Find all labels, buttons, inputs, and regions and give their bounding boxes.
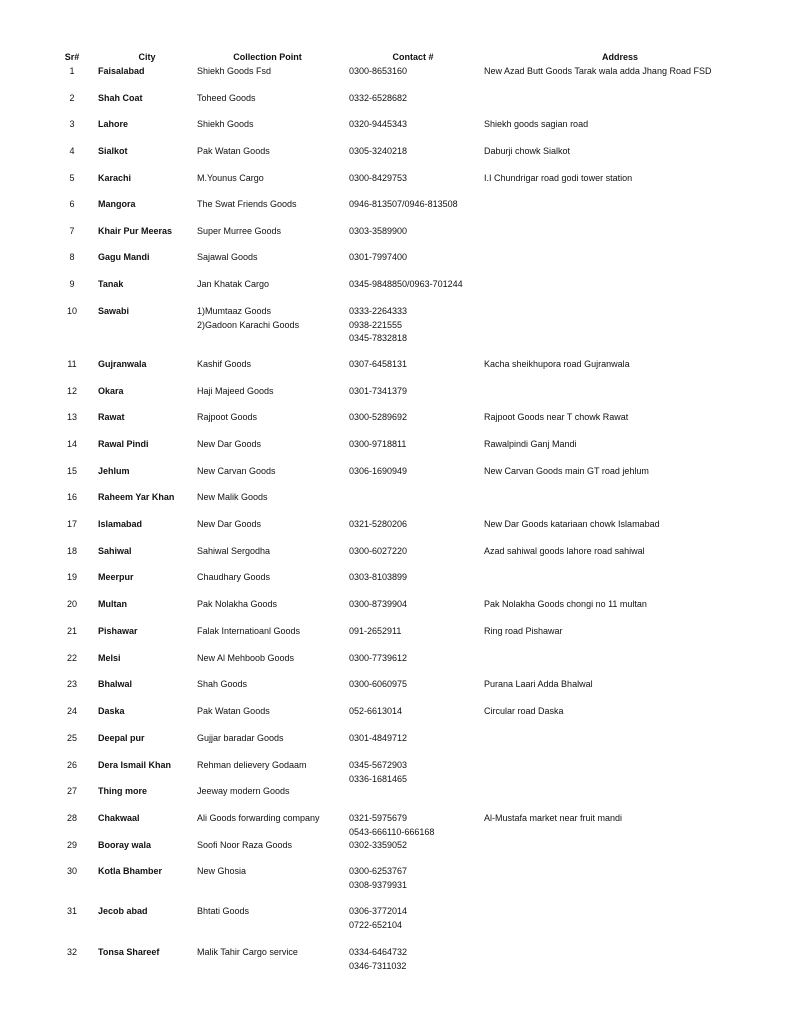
cell-city: Gujranwala [98,359,147,369]
cell-contact [349,518,479,532]
cell-collection-point [197,65,342,79]
cell-contact-line: 0300-8653160 [349,66,408,76]
cell-sr: 6 [69,199,75,209]
cell-address: Daburji chowk Sialkot [484,146,571,156]
cell-contact-line: 0300-6027220 [349,546,408,556]
header-contact: Contact # [392,52,434,62]
cell-contact [349,946,479,973]
cell-contact [349,705,479,719]
cell-city: Sawabi [98,306,130,316]
cell-city: Daska [98,706,125,716]
cell-city: Gagu Mandi [98,252,150,262]
cell-collection-point-line: 2)Gadoon Karachi Goods [197,319,300,330]
cell-contact-line: 0300-8739904 [349,599,408,609]
cell-city: Chakwaal [98,813,140,823]
cell-address: Azad sahiwal goods lahore road sahiwal [484,546,645,556]
cell-contact-line: 0333-2264333 [349,306,408,316]
cell-collection-point [197,625,342,639]
cell-sr: 26 [66,760,77,770]
cell-collection-point-line: Pak Watan Goods [197,706,270,716]
cell-collection-point-line: Shiekh Goods Fsd [197,66,272,76]
cell-contact [349,65,479,79]
cell-contact-line: 0307-6458131 [349,359,408,369]
cell-collection-point [197,465,342,479]
cell-city: Kotla Bhamber [98,866,163,876]
cell-collection-point [197,92,342,106]
cell-collection-point [197,946,342,960]
cell-contact-line: 0301-7341379 [349,386,408,396]
cell-city: Multan [98,599,127,609]
cell-contact-line: 0332-6528682 [349,93,408,103]
cell-collection-point [197,358,342,372]
cell-city: Tonsa Shareef [98,947,160,957]
cell-collection-point-line: Shiekh Goods [197,119,254,129]
cell-collection-point [197,759,342,773]
cell-city: Lahore [98,119,129,129]
cell-sr: 4 [69,146,75,156]
cell-city: Thing more [98,786,147,796]
cell-collection-point [197,225,342,239]
cell-sr: 25 [66,733,77,743]
cell-city: Sahiwal [98,546,132,556]
cell-collection-point-line: Soofi Noor Raza Goods [197,840,293,850]
cell-city: Islamabad [98,519,143,529]
cell-city: Meerpur [98,572,134,582]
cell-contact-line: 0346-7311032 [349,960,407,971]
cell-collection-point-line: Pak Nolakha Goods [197,599,278,609]
cell-contact [349,732,479,746]
cell-collection-point [197,839,342,853]
cell-collection-point-line: Haji Majeed Goods [197,386,274,396]
cell-collection-point-line: New Dar Goods [197,519,262,529]
cell-contact-line: 0301-4849712 [349,733,408,743]
cell-address: Shiekh goods sagian road [484,119,589,129]
cell-contact [349,251,479,265]
cell-contact-line: 0300-6060975 [349,679,408,689]
cell-contact [349,678,479,692]
cell-collection-point-line: Ali Goods forwarding company [197,813,320,823]
cell-collection-point [197,491,342,505]
cell-city: Dera Ismail Khan [98,760,172,770]
header-city: City [138,52,156,62]
cell-sr: 18 [66,546,77,556]
cell-city: Sialkot [98,146,128,156]
header-address: Address [601,52,638,62]
cell-contact-line: 0301-7997400 [349,252,408,262]
cell-contact [349,759,479,786]
cell-collection-point [197,438,342,452]
cell-collection-point [197,598,342,612]
cell-contact [349,145,479,159]
cell-collection-point-line: Gujjar baradar Goods [197,733,284,743]
cell-collection-point-line: Sahiwal Sergodha [197,546,271,556]
cell-contact-line: 0302-3359052 [349,840,408,850]
cell-sr: 31 [66,906,77,916]
cell-contact-line: 0336-1681465 [349,773,408,784]
cell-city: Rawal Pindi [98,439,149,449]
cell-collection-point [197,118,342,132]
cell-sr: 3 [69,119,75,129]
cell-city: Bhalwal [98,679,133,689]
cell-contact [349,812,479,839]
cell-address: Rajpoot Goods near T chowk Rawat [484,412,629,422]
cell-address: Al-Mustafa market near fruit mandi [484,813,623,823]
cell-contact [349,225,479,239]
cell-contact [349,839,479,853]
cell-sr: 27 [66,786,77,796]
cell-contact-line: 0321-5975679 [349,813,408,823]
cell-city: Melsi [98,653,121,663]
cell-contact-line: 0946-813507/0946-813508 [349,199,458,209]
cell-collection-point-line: Shah Goods [197,679,248,689]
cell-city: Karachi [98,173,132,183]
cell-contact-line: 091-2652911 [349,626,402,636]
cell-sr: 13 [66,412,77,422]
cell-collection-point-line: New Ghosia [197,866,247,876]
cell-collection-point [197,732,342,746]
cell-contact [349,278,479,292]
cell-collection-point [197,545,342,559]
cell-contact-line: 0321-5280206 [349,519,408,529]
cell-contact [349,652,479,666]
cell-collection-point-line: Jan Khatak Cargo [197,279,270,289]
cell-sr: 15 [66,466,77,476]
cell-contact-line: 0300-6253767 [349,866,408,876]
cell-collection-point-line: New Al Mehboob Goods [197,653,295,663]
cell-collection-point-line: Rehman delievery Godaam [197,760,307,770]
cell-contact [349,465,479,479]
cell-collection-point [197,905,342,919]
cell-contact [349,305,479,346]
cell-collection-point-line: New Dar Goods [197,439,262,449]
header-sr: Sr# [64,52,80,62]
cell-collection-point-line: Toheed Goods [197,93,256,103]
cell-contact [349,385,479,399]
cell-collection-point-line: 1)Mumtaaz Goods [197,306,272,316]
cell-city: Mangora [98,199,136,209]
cell-collection-point [197,518,342,532]
cell-collection-point [197,305,342,332]
cell-collection-point-line: Falak Internatioanl Goods [197,626,301,636]
cell-sr: 7 [69,226,75,236]
cell-sr: 12 [66,386,77,396]
cell-city: Shah Coat [98,93,143,103]
cell-contact-line: 052-6613014 [349,706,403,716]
cell-city: Khair Pur Meeras [98,226,173,236]
cell-contact-line: 0300-7739612 [349,653,408,663]
cell-contact-line: 0334-6464732 [349,947,408,957]
cell-contact-line: 0300-8429753 [349,173,408,183]
cell-collection-point [197,172,342,186]
cell-contact-line: 0320-9445343 [349,119,408,129]
cell-sr: 21 [66,626,77,636]
cell-sr: 2 [69,93,75,103]
cell-collection-point [197,198,342,212]
cell-contact-line: 0543-666110-666168 [349,826,435,837]
cell-contact [349,118,479,132]
cell-address: Rawalpindi Ganj Mandi [484,439,577,449]
cell-contact-line: 0345-9848850/0963-701244 [349,279,463,289]
cell-contact-line: 0303-8103899 [349,572,408,582]
cell-sr: 30 [66,866,77,876]
cell-contact-line: 0300-5289692 [349,412,408,422]
cell-city: Rawat [98,412,125,422]
cell-sr: 17 [66,519,77,529]
cell-sr: 9 [69,279,75,289]
cell-address: Kacha sheikhupora road Gujranwala [484,359,630,369]
cell-sr: 28 [66,813,77,823]
cell-collection-point [197,705,342,719]
cell-contact-line: 0300-9718811 [349,439,407,449]
cell-collection-point-line: New Carvan Goods [197,466,276,476]
cell-collection-point-line: New Malik Goods [197,492,268,502]
cell-contact [349,92,479,106]
cell-collection-point [197,785,342,799]
header-collection-point: Collection Point [233,52,302,62]
cell-contact-line: 0938-221555 [349,319,403,330]
cell-sr: 29 [66,840,77,850]
cell-contact [349,358,479,372]
cell-address: Pak Nolakha Goods chongi no 11 multan [484,599,647,609]
cell-collection-point-line: Chaudhary Goods [197,572,271,582]
cell-contact [349,438,479,452]
cell-contact-line: 0303-3589900 [349,226,408,236]
cell-collection-point-line: Rajpoot Goods [197,412,258,422]
cell-collection-point-line: Jeeway modern Goods [197,786,290,796]
cell-contact [349,625,479,639]
cell-address: New Dar Goods katariaan chowk Islamabad [484,519,660,529]
cell-sr: 19 [66,572,77,582]
cell-sr: 24 [66,706,77,716]
cell-sr: 32 [66,947,77,957]
cell-collection-point-line: M.Younus Cargo [197,173,264,183]
cell-contact-line: 0306-1690949 [349,466,408,476]
cell-collection-point [197,145,342,159]
cell-collection-point [197,571,342,585]
cell-city: Raheem Yar Khan [98,492,175,502]
cell-city: Tanak [98,279,124,289]
cell-collection-point [197,652,342,666]
cell-address: New Carvan Goods main GT road jehlum [484,466,649,476]
cell-contact [349,571,479,585]
cell-address: Purana Laari Adda Bhalwal [484,679,593,689]
cell-city: Okara [98,386,124,396]
cell-contact [349,411,479,425]
cell-contact [349,172,479,186]
cell-collection-point [197,278,342,292]
cell-sr: 23 [66,679,77,689]
cell-collection-point [197,411,342,425]
cell-address: I.I Chundrigar road godi tower station [484,173,633,183]
cell-contact [349,905,479,932]
cell-address: Circular road Daska [484,706,564,716]
cell-collection-point-line: Pak Watan Goods [197,146,270,156]
cell-collection-point [197,678,342,692]
cell-sr: 14 [66,439,77,449]
cell-contact [349,545,479,559]
cell-sr: 5 [69,173,75,183]
cell-collection-point-line: Sajawal Goods [197,252,258,262]
cell-collection-point [197,385,342,399]
cell-city: Booray wala [98,840,152,850]
cell-collection-point-line: Malik Tahir Cargo service [197,947,298,957]
cell-collection-point [197,865,342,879]
cell-city: Jecob abad [98,906,148,916]
cell-contact [349,598,479,612]
cell-sr: 10 [66,306,77,316]
cell-city: Pishawar [98,626,138,636]
cell-contact-line: 0345-5672903 [349,760,408,770]
cell-sr: 22 [66,653,77,663]
cell-city: Deepal pur [98,733,145,743]
cell-contact-line: 0722-652104 [349,919,403,930]
cell-sr: 20 [66,599,77,609]
cell-collection-point-line: Bhtati Goods [197,906,250,916]
cell-contact-line: 0345-7832818 [349,333,408,343]
cell-collection-point-line: Kashif Goods [197,359,252,369]
cell-collection-point [197,251,342,265]
cell-city: Faisalabad [98,66,145,76]
cell-contact [349,865,479,892]
cell-contact-line: 0305-3240218 [349,146,408,156]
table-header [0,52,802,66]
cell-address: Ring road Pishawar [484,626,563,636]
cell-contact-line: 0306-3772014 [349,906,408,916]
cell-sr: 16 [66,492,77,502]
cell-sr: 8 [69,252,75,262]
cell-contact [349,198,479,212]
cell-sr: 11 [67,359,77,369]
cell-collection-point-line: The Swat Friends Goods [197,199,297,209]
cell-collection-point [197,812,342,826]
cell-sr: 1 [69,66,75,76]
cell-address: New Azad Butt Goods Tarak wala adda Jhang Road FSD [484,66,712,76]
cell-contact-line: 0308-9379931 [349,879,408,890]
cell-city: Jehlum [98,466,130,476]
cell-collection-point-line: Super Murree Goods [197,226,282,236]
